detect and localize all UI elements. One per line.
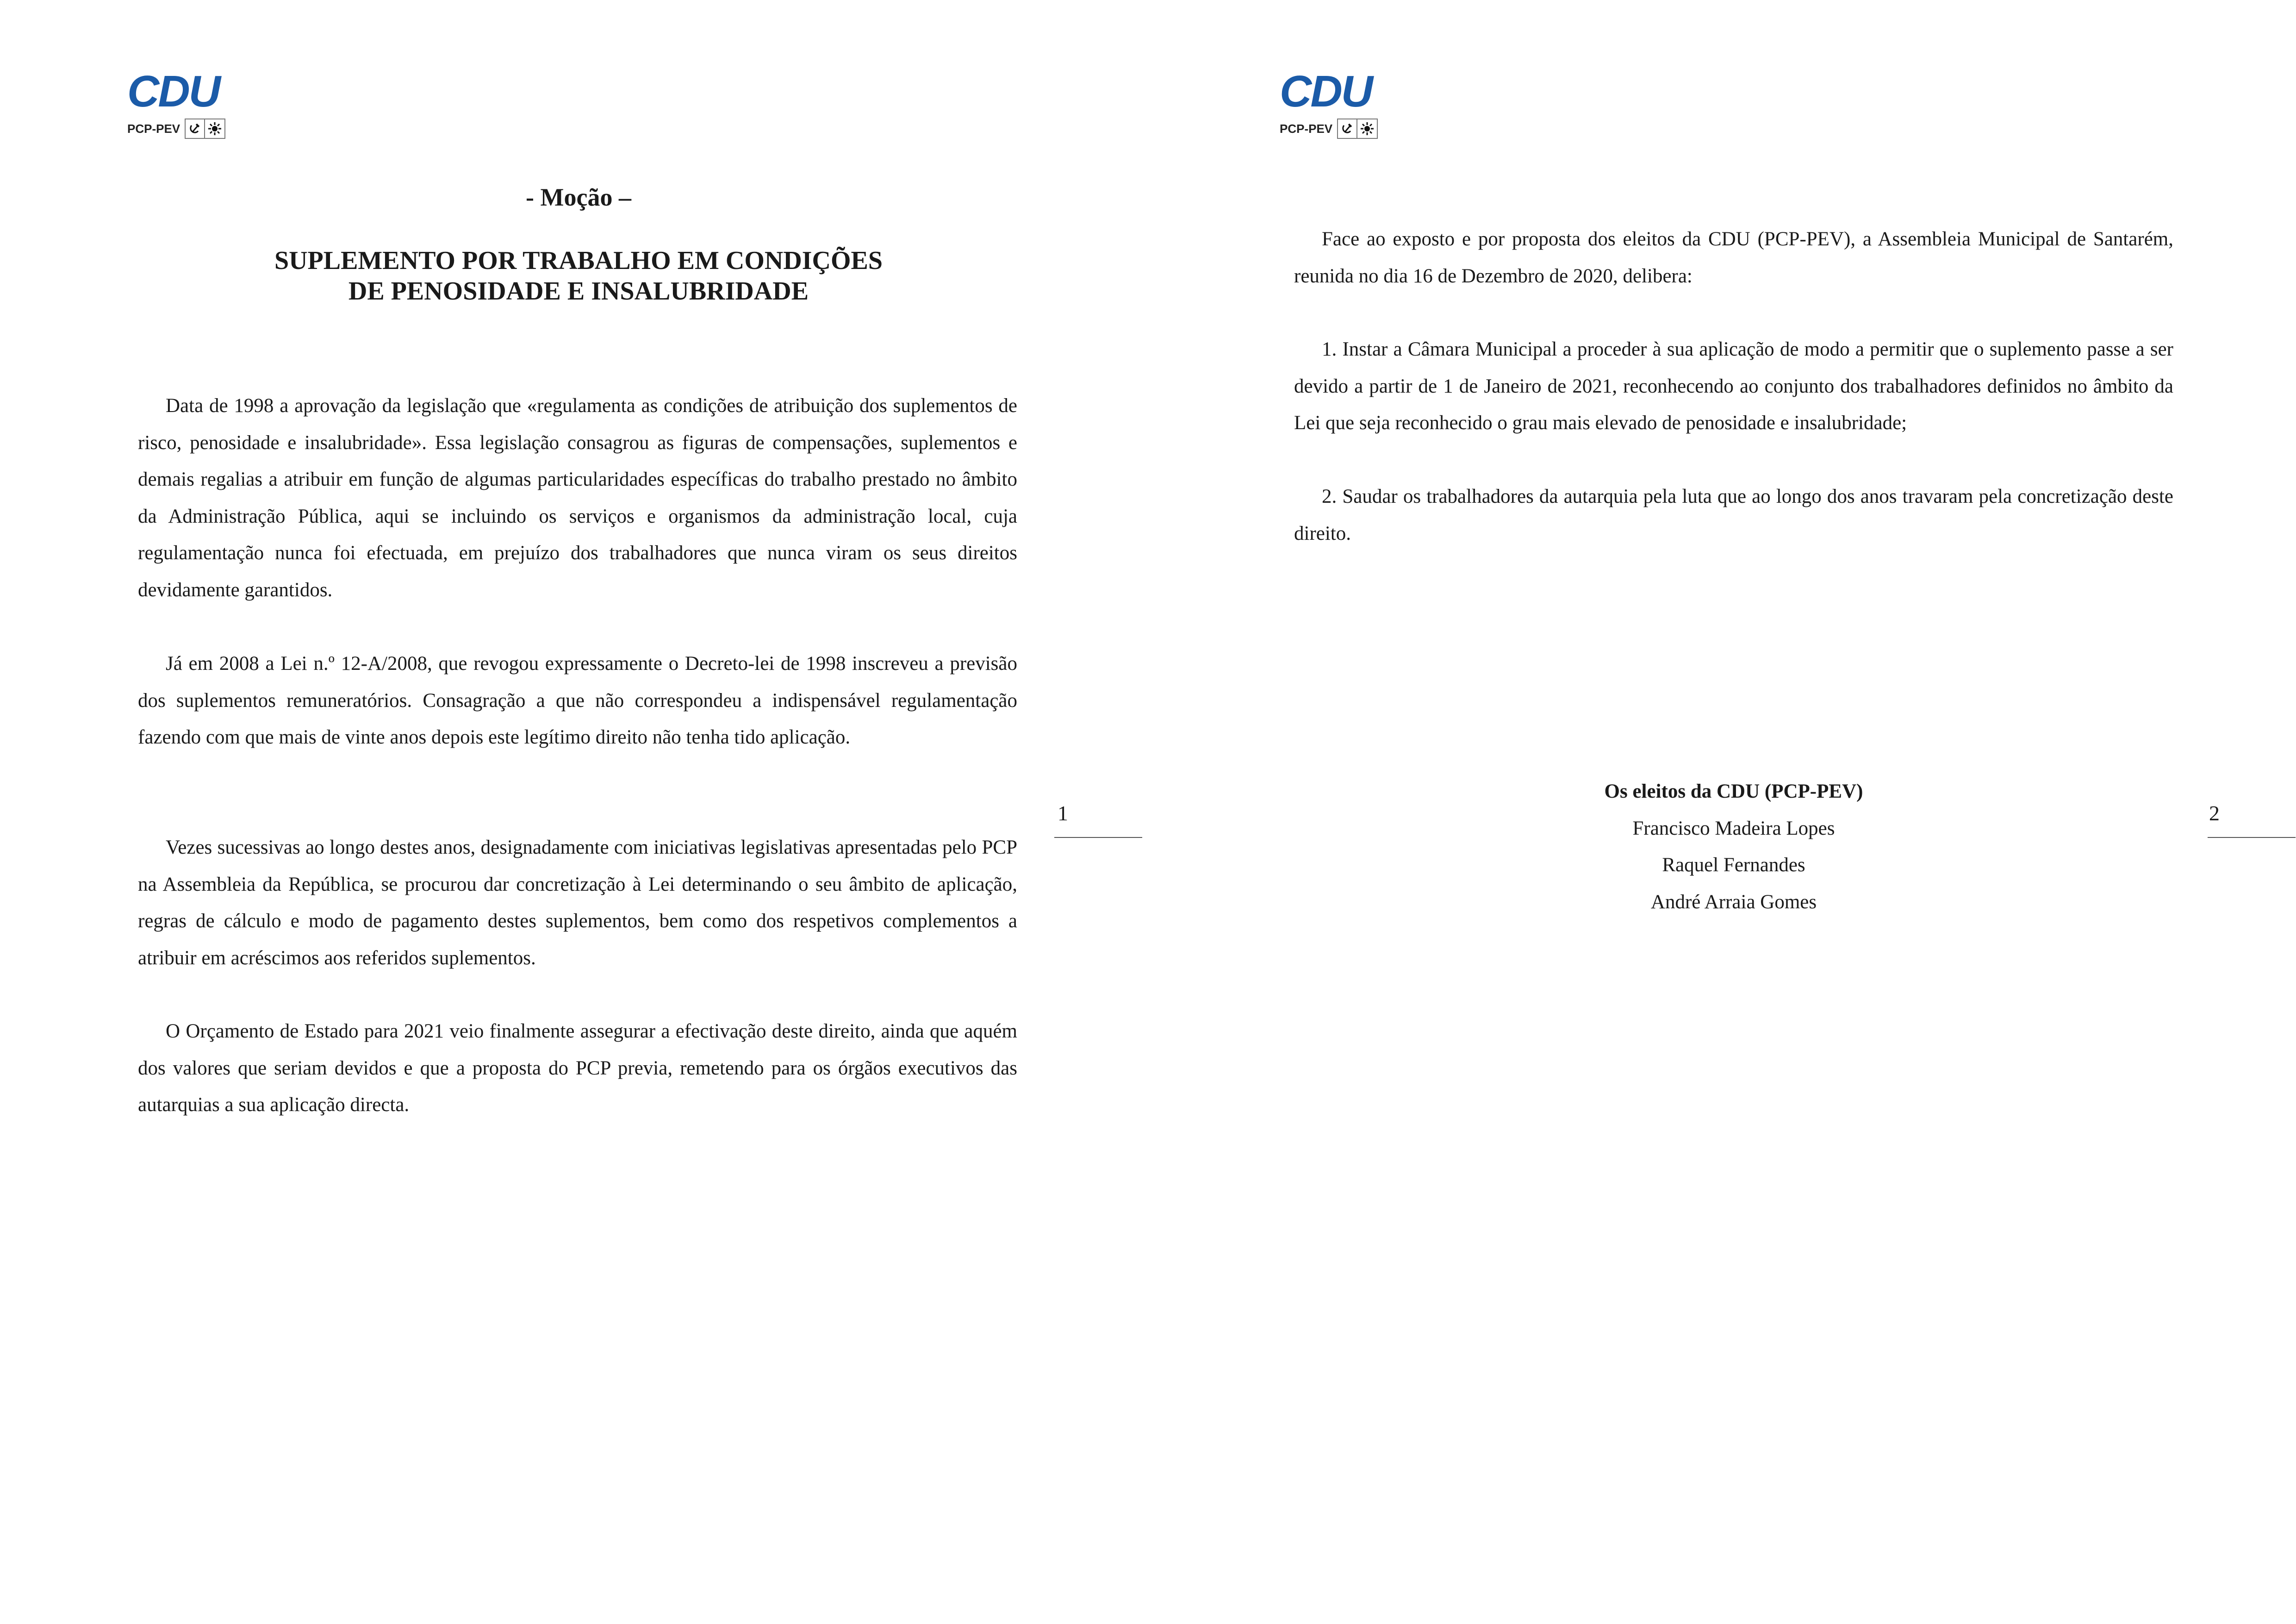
paragraph-3: Vezes sucessivas ao longo destes anos, designadamente com iniciativas legislativas apresentadas pelo PCP na Assembleia da República, se procurou dar concretização à Lei determinando o seu âmbito de aplicação, regras de cálculo e modo de pagamento destes suplementos, bem como dos respetivos complementos a atribuir em acréscimos aos referidos suplementos.: [138, 837, 1017, 969]
document-type-title: - Moção –: [526, 183, 631, 211]
body-paragraph: [138, 645, 1017, 756]
body-paragraph: [1294, 478, 2173, 552]
body-paragraph: [138, 1013, 1017, 1124]
page-number-rule: [2208, 837, 2296, 838]
paragraph-2: 1. Instar a Câmara Municipal a proceder à sua aplicação de modo a permitir que o suplemento passe a ser devido a partir de 1 de Janeiro de 2021, reconhecendo ao conjunto dos trabalhadores definidos no âmbito da Lei que seja reconhecido o grau mais elevado de penosidade e insalubridade;: [1294, 338, 2173, 434]
paragraph-1: Data de 1998 a aprovação da legislação que «regulamenta as condições de atribuição dos suplementos de risco, penosidade e insalubridade». Essa legislação consagrou as figuras de compensações, suplementos e demais regalias a atribuir em função de algumas particularidades específicas do trabalho prestado no âmbito da Administração Pública, aqui se incluindo os serviços e organismos da administração local, cuja regulamentação nunca foi efectuada, em prejuízo dos trabalhadores que nunca viram os seus direitos devidamente garantidos.: [138, 395, 1017, 601]
signature-title: Os eleitos da CDU (PCP-PEV): [1604, 781, 1863, 802]
paragraph-2: Já em 2008 a Lei n.º 12-A/2008, que revogou expressamente o Decreto-lei de 1998 inscreveu a previsão dos suplementos remuneratórios. Consagração a que não correspondeu a indispensável regulamentação fazendo com que mais de vinte anos depois este legítimo direito não tenha tido aplicação.: [138, 653, 1017, 748]
logo-subtitle: PCP-PEV: [127, 121, 180, 136]
body-paragraph: [138, 829, 1017, 976]
page-number: 1: [1058, 801, 1068, 825]
logo-brand: CDU: [127, 67, 219, 116]
hammer-sickle-icon: [185, 119, 205, 139]
page-number-rule: [1054, 837, 1142, 838]
sunflower-icon: [1357, 119, 1378, 139]
cdu-logo: [1280, 69, 1391, 139]
paragraph-1: Face ao exposto e por proposta dos eleitos da CDU (PCP-PEV), a Assembleia Municipal de Santarém, reunida no dia 16 de Dezembro de 2020, delibera:: [1294, 228, 2173, 287]
logo-subtitle: PCP-PEV: [1280, 121, 1333, 136]
hammer-sickle-icon: [1337, 119, 1357, 139]
signatory-name: André Arraia Gomes: [1650, 891, 1817, 913]
heading-line-1: SUPLEMENTO POR TRABALHO EM CONDIÇÕES: [274, 246, 883, 275]
signature-block: [1294, 773, 2173, 920]
heading-line-2: DE PENOSIDADE E INSALUBRIDADE: [348, 277, 809, 306]
body-paragraph: [1294, 331, 2173, 442]
page-number: 2: [2209, 801, 2220, 825]
paragraph-3: 2. Saudar os trabalhadores da autarquia pela luta que ao longo dos anos travaram pela concretização deste direito.: [1294, 486, 2173, 544]
body-paragraph: [138, 387, 1017, 608]
sunflower-icon: [205, 119, 225, 139]
document-page-2: [1148, 0, 2296, 1624]
paragraph-4: O Orçamento de Estado para 2021 veio finalmente assegurar a efectivação deste direito, ainda que aquém dos valores que seriam devidos e que a proposta do PCP previa, remetendo para os órgãos executivos das autarquias a sua aplicação directa.: [138, 1020, 1017, 1116]
logo-brand: CDU: [1280, 67, 1372, 116]
signatory-name: Raquel Fernandes: [1662, 854, 1805, 876]
signatory-name: Francisco Madeira Lopes: [1632, 817, 1835, 839]
document-heading: [139, 245, 1018, 306]
cdu-logo: [127, 69, 238, 139]
body-paragraph: [1294, 221, 2173, 294]
